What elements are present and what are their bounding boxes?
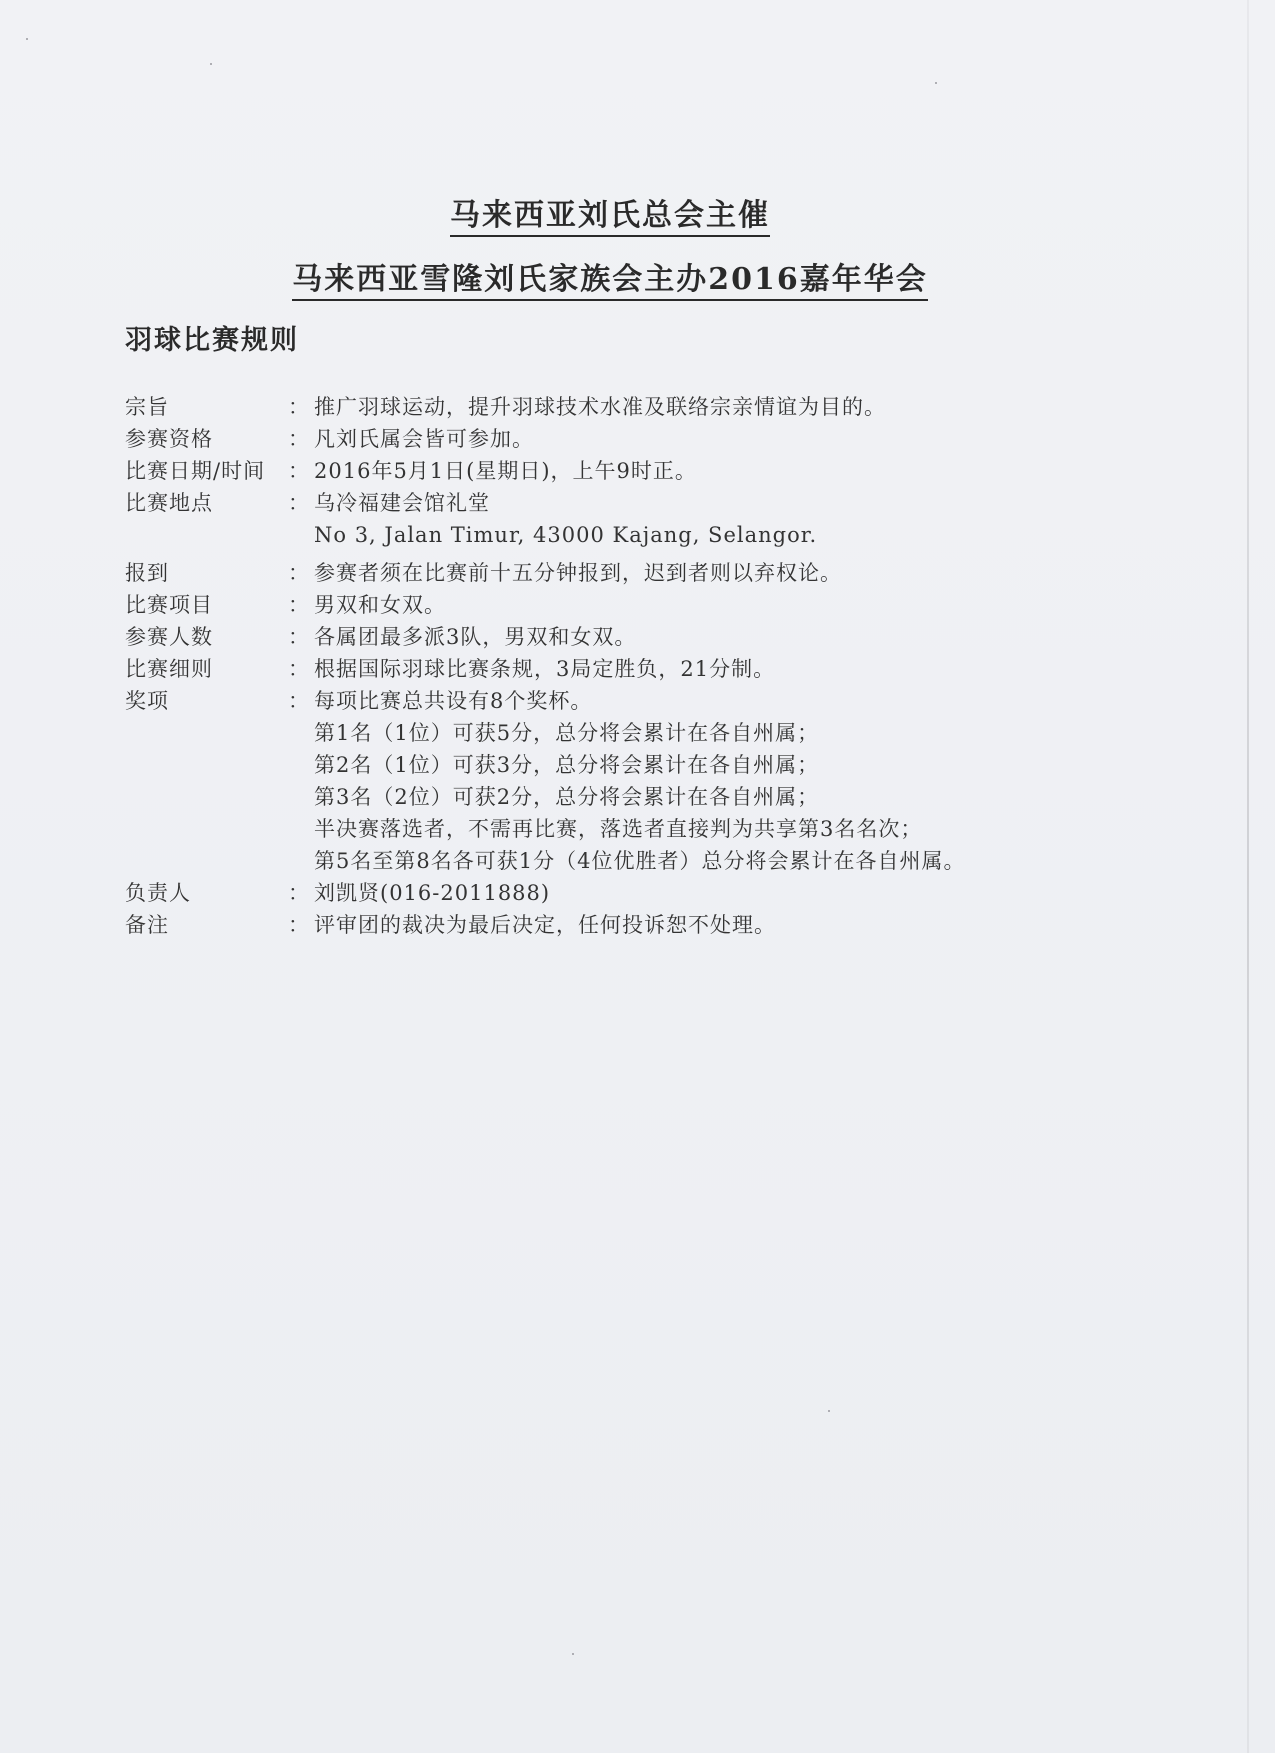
rule-values [314, 685, 1125, 877]
rule-row [125, 909, 1125, 941]
rule-label: 报到 [125, 561, 169, 585]
rule-values [314, 455, 1125, 487]
rule-colon: ： [288, 913, 309, 937]
rule-value-line: 半决赛落选者，不需再比赛，落选者直接判为共享第3名名次； [314, 817, 923, 841]
rule-value-line: 评审团的裁决为最后决定，任何投诉恕不处理。 [314, 913, 776, 937]
rule-values [314, 423, 1125, 455]
rule-colon: ： [288, 689, 309, 713]
rule-row [125, 653, 1125, 685]
scan-speck [935, 82, 937, 84]
title-event [0, 254, 1220, 298]
rule-label: 宗旨 [125, 395, 169, 419]
rule-label: 比赛日期/时间 [125, 459, 266, 483]
rule-value-line: 根据国际羽球比赛条规，3局定胜负，21分制。 [314, 657, 776, 681]
rule-value-line: 每项比赛总共设有8个奖杯。 [314, 689, 593, 713]
scan-speck [210, 63, 212, 65]
rule-colon: ： [288, 459, 309, 483]
rule-colon: ： [288, 395, 309, 419]
scan-speck [26, 38, 28, 40]
rule-values [314, 909, 1125, 941]
rule-label: 备注 [125, 913, 169, 937]
rule-value-line: 刘凯贤(016-2011888) [314, 881, 551, 905]
rule-values [314, 877, 1125, 909]
rule-row [125, 487, 1125, 551]
rule-values [314, 557, 1125, 589]
rule-label: 比赛细则 [125, 657, 213, 681]
rule-label: 比赛地点 [125, 491, 213, 515]
rule-label: 比赛项目 [125, 593, 213, 617]
rule-value-line: 乌冷福建会馆礼堂 [314, 491, 490, 515]
rule-value-line: 第3名（2位）可获2分，总分将会累计在各自州属； [314, 785, 820, 809]
rule-row [125, 391, 1125, 423]
scan-speck [572, 1653, 574, 1655]
rule-label: 奖项 [125, 689, 169, 713]
rule-value-line: 各属团最多派3队，男双和女双。 [314, 625, 637, 649]
rule-row [125, 423, 1125, 455]
rule-label: 参赛人数 [125, 625, 213, 649]
rule-row [125, 557, 1125, 589]
rule-label: 负责人 [125, 881, 191, 905]
rule-values [314, 653, 1125, 685]
rule-colon: ： [288, 593, 309, 617]
rule-colon: ： [288, 561, 309, 585]
rule-value-line: 参赛者须在比赛前十五分钟报到，迟到者则以弃权论。 [314, 561, 842, 585]
section-heading: 羽球比赛规则 [125, 325, 299, 356]
rule-colon: ： [288, 427, 309, 451]
rule-value-line: 第1名（1位）可获5分，总分将会累计在各自州属； [314, 721, 820, 745]
rule-colon: ： [288, 881, 309, 905]
rule-row [125, 685, 1125, 877]
rule-value-line: 凡刘氏属会皆可参加。 [314, 427, 534, 451]
rule-colon: ： [288, 657, 309, 681]
rule-row [125, 455, 1125, 487]
rule-label: 参赛资格 [125, 427, 213, 451]
scan-speck [828, 1410, 830, 1412]
rule-row [125, 877, 1125, 909]
rule-row [125, 589, 1125, 621]
rule-value-line: No 3, Jalan Timur, 43000 Kajang, Selangor. [314, 523, 818, 547]
title-event-text: 马来西亚雪隆刘氏家族会主办2016嘉年华会 [292, 262, 928, 301]
rules-list [125, 391, 1125, 941]
rule-value-line: 第5名至第8名各可获1分（4位优胜者）总分将会累计在各自州属。 [314, 849, 966, 873]
rule-values [314, 621, 1125, 653]
rule-values [314, 487, 1125, 551]
title-organizer [0, 190, 1220, 234]
rule-value-line: 推广羽球运动，提升羽球技术水准及联络宗亲情谊为目的。 [314, 395, 886, 419]
rule-colon: ： [288, 625, 309, 649]
rule-row [125, 621, 1125, 653]
rule-value-line: 2016年5月1日(星期日)，上午9时正。 [314, 459, 697, 483]
rule-colon: ： [288, 491, 309, 515]
rule-values [314, 589, 1125, 621]
rule-values [314, 391, 1125, 423]
rule-value-line: 男双和女双。 [314, 593, 446, 617]
page-edge-shadow [1247, 0, 1249, 1753]
title-organizer-text: 马来西亚刘氏总会主催 [450, 198, 770, 237]
rule-value-line: 第2名（1位）可获3分，总分将会累计在各自州属； [314, 753, 820, 777]
